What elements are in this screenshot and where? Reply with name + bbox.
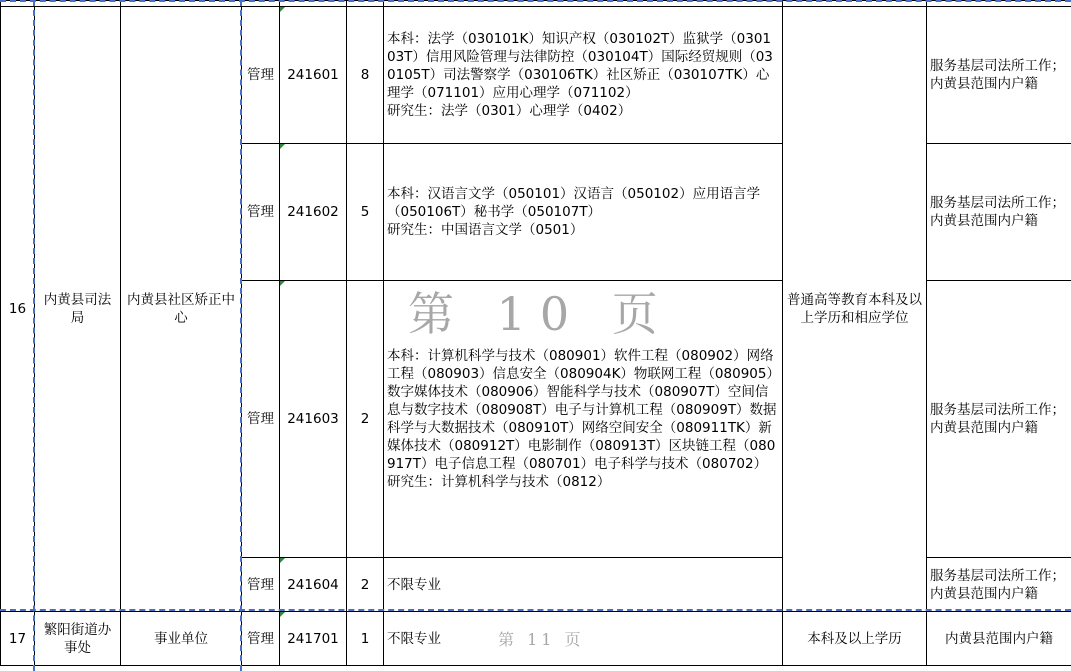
count-cell[interactable]: 8 (347, 7, 384, 144)
category-cell[interactable]: 管理 (242, 281, 280, 558)
code-cell[interactable]: 241602 (280, 144, 347, 281)
code-cell[interactable]: 241604 (280, 558, 347, 612)
major-grad: 研究生：计算机科学与技术（0812） (387, 474, 611, 490)
code-cell[interactable]: 241601 (280, 7, 347, 144)
code-cell[interactable]: 241701 (280, 612, 347, 666)
category-cell[interactable]: 管理 (242, 612, 280, 666)
dept-cell[interactable]: 内黄县司法局 (35, 7, 121, 612)
category-cell[interactable]: 管理 (242, 144, 280, 281)
major-cell[interactable] (384, 7, 783, 144)
seq-cell[interactable]: 16 (1, 7, 35, 612)
dept-cell[interactable]: 繁阳街道办事处 (35, 612, 121, 666)
major-undergrad: 本科：法学（030101K）知识产权（030102T）监狱学（030103T）信用风险管理与法律防控（030104T）国际经贸规则（030105T）司法警察学（030106TK）社区矫正（030107TK）心理学（071101）应用心理学（071102） (387, 31, 773, 101)
major-cell[interactable]: 不限专业 (384, 558, 783, 612)
other-requirements-cell[interactable]: 服务基层司法所工作；内黄县范围内户籍 (927, 144, 1071, 281)
seq-cell[interactable]: 17 (1, 612, 35, 666)
unit-cell[interactable]: 事业单位 (121, 612, 242, 666)
table-row (1, 612, 1071, 666)
major-cell[interactable] (384, 144, 783, 281)
other-requirements-cell[interactable]: 服务基层司法所工作；内黄县范围内户籍 (927, 281, 1071, 558)
category-cell[interactable]: 管理 (242, 558, 280, 612)
unit-cell[interactable]: 内黄县社区矫正中心 (121, 7, 242, 612)
table-row (1, 7, 1071, 144)
count-cell[interactable]: 2 (347, 281, 384, 558)
count-cell[interactable]: 1 (347, 612, 384, 666)
other-requirements-cell[interactable]: 内黄县范围内户籍 (927, 612, 1071, 666)
major-grad: 研究生：法学（0301）心理学（0402） (387, 103, 632, 119)
major-cell[interactable]: 不限专业 (384, 612, 783, 666)
other-requirements-cell[interactable]: 服务基层司法所工作；内黄县范围内户籍 (927, 558, 1071, 612)
count-cell[interactable]: 2 (347, 558, 384, 612)
category-cell[interactable]: 管理 (242, 7, 280, 144)
page-number-watermark: 第 11 页 (498, 630, 585, 649)
major-grad: 研究生：中国语言文学（0501） (387, 222, 584, 238)
other-requirements-cell[interactable]: 服务基层司法所工作；内黄县范围内户籍 (927, 7, 1071, 144)
major-undergrad: 本科：汉语言文学（050101）汉语言（050102）应用语言学（050106T）秘书学（050107T） (387, 186, 761, 220)
page-number-watermark: 第 10 页 (408, 287, 672, 341)
major-undergrad: 本科：计算机科学与技术（080901）软件工程（080902）网络工程（080903）信息安全（080904K）物联网工程（080905）数字媒体技术（080906）智能科学与技术（080907T）空间信息与数字技术（080908T）电子与计算机工程（080909T）数据科学与大数据技术（080910T）网络空间安全（080911TK）新媒体技术（080912T）电影制作（080913T）区块链工程（080917T）电子信息工程（080701）电子科学与技术（080702） (387, 348, 777, 472)
code-cell[interactable]: 241603 (280, 281, 347, 558)
education-cell[interactable]: 本科及以上学历 (783, 612, 927, 666)
count-cell[interactable]: 5 (347, 144, 384, 281)
education-cell[interactable]: 普通高等教育本科及以上学历和相应学位 (783, 7, 927, 612)
major-cell[interactable] (384, 281, 783, 558)
